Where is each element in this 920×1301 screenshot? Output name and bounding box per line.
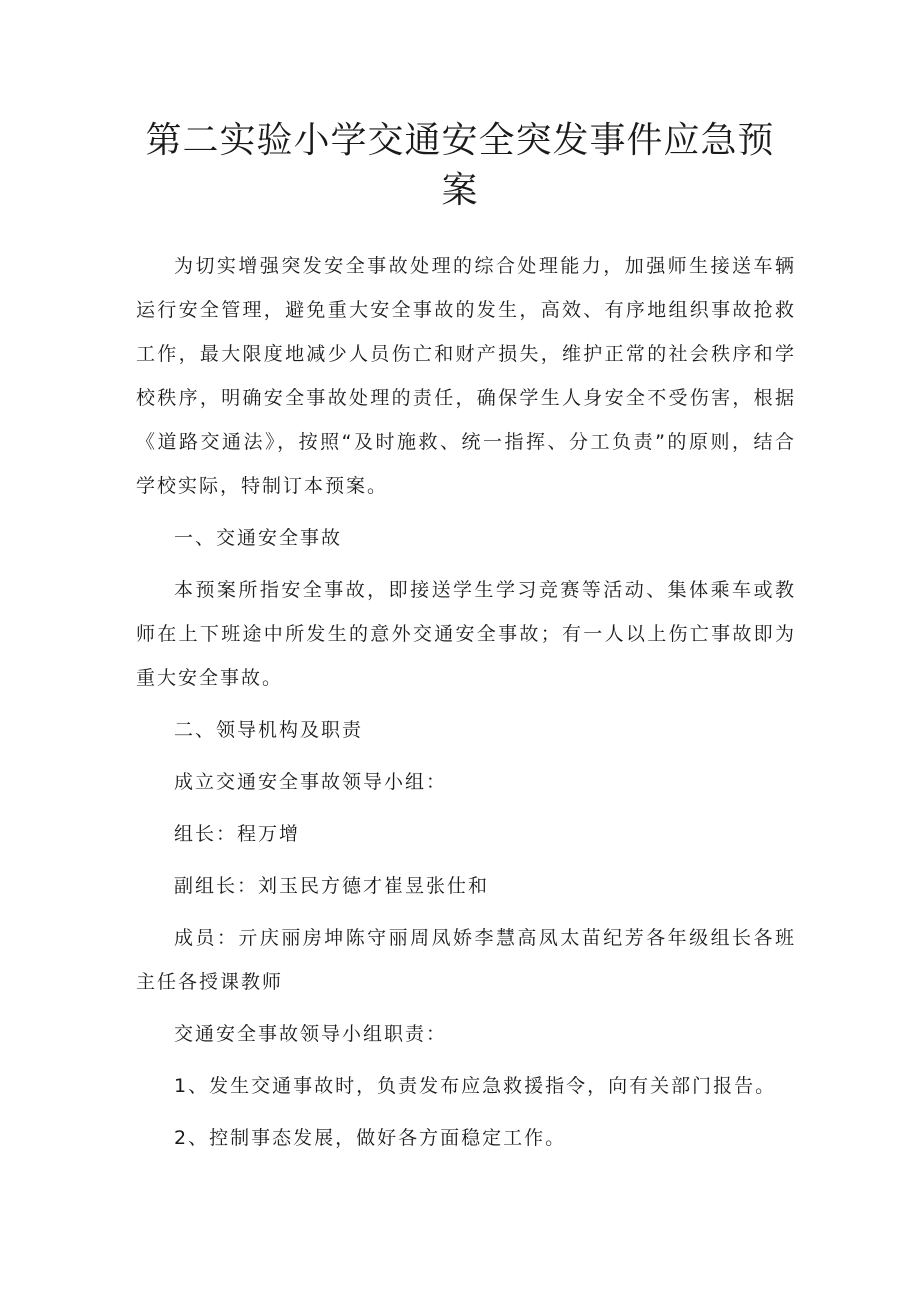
paragraph-intro: 为切实增强突发安全事故处理的综合处理能力，加强师生接送车辆运行安全管理，避免重大安全事故的发生，高效、有序地组织事故抢救工作，最大限度地减少人员伤亡和财产损失，维护正常的社会秩序和学校秩序，明确安全事故处理的责任，确保学生人身安全不受伤害，根据《道路交通法》，按照“及时施救、统一指挥、分工负责”的原则，结合学校实际，特制订本预案。 [136,255,796,497]
paragraph-duty-2: 2、控制事态发展，做好各方面稳定工作。 [174,1127,567,1149]
paragraph-deputy-leaders: 副组长：刘玉民方德才崔昱张仕和 [174,875,490,897]
paragraph-duties-heading: 交通安全事故领导小组职责： [174,1023,448,1045]
paragraph-members: 成员：亓庆丽房坤陈守丽周凤娇李慧高凤太苗纪芳各年级组长各班主任各授课教师 [136,927,796,993]
document-body [136,244,796,1168]
paragraph-duty-1: 1、发生交通事故时，负责发布应急救援指令，向有关部门报告。 [174,1075,777,1097]
section-heading-2: 二、领导机构及职责 [174,719,364,741]
section-heading-1: 一、交通安全事故 [174,527,343,549]
document-title: 第二实验小学交通安全突发事件应急预案 [145,120,775,211]
paragraph-definition: 本预案所指安全事故，即接送学生学习竞赛等活动、集体乘车或教师在上下班途中所发生的意外交通安全事故；有一人以上伤亡事故即为重大安全事故。 [136,579,796,689]
paragraph-group-setup: 成立交通安全事故领导小组： [174,771,448,793]
paragraph-leader: 组长：程万增 [174,823,301,845]
